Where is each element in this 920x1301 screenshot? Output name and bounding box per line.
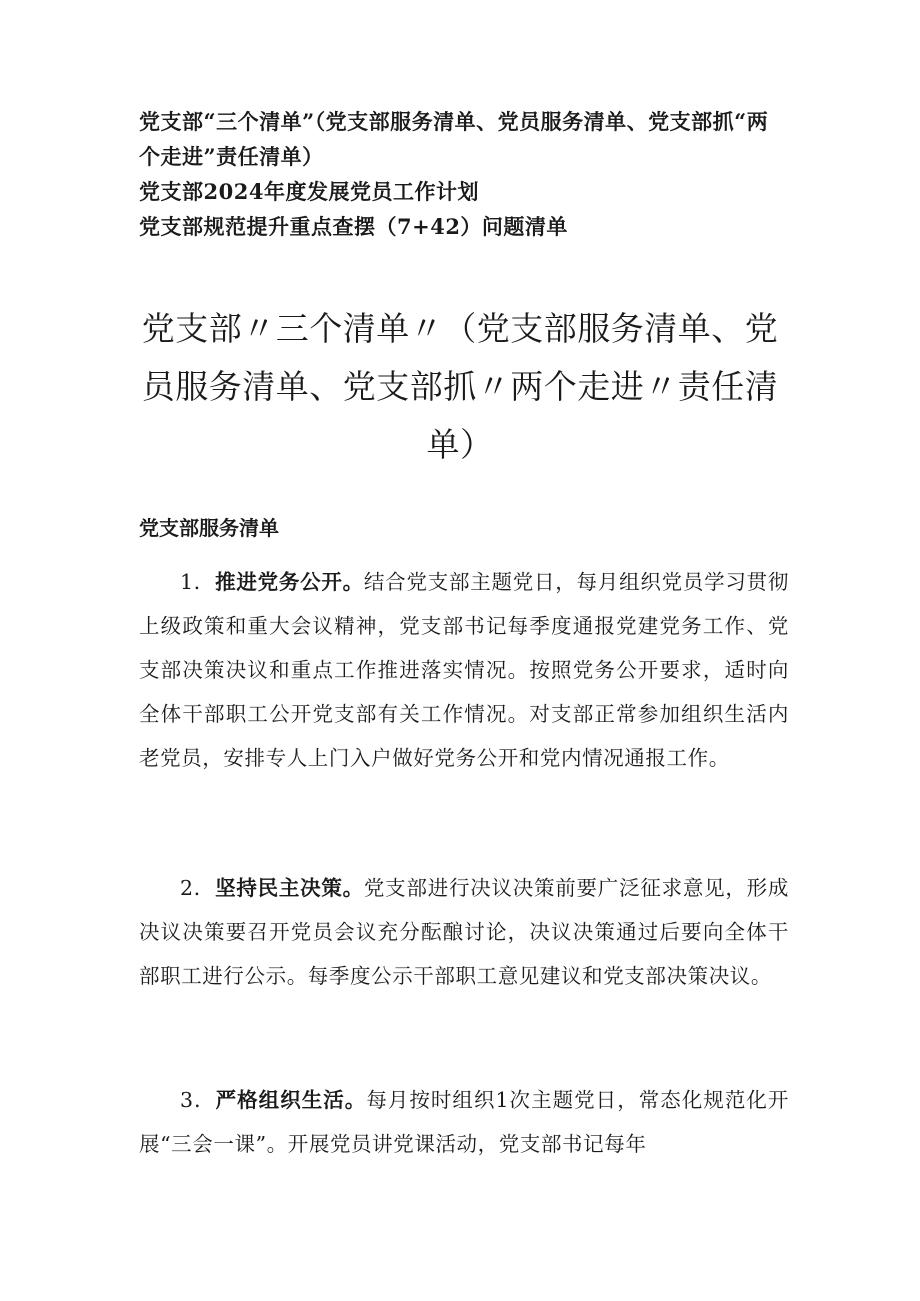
contents-item-2: 党支部2024年度发展党员工作计划 (139, 179, 479, 204)
paragraph-3 (139, 1078, 789, 1166)
paragraph-lead: 推进党务公开。 (215, 570, 364, 594)
document-title: 党支部〃三个清单〃（党支部服务清单、党员服务清单、党支部抓〃两个走进〃责任清单） (141, 309, 779, 464)
paragraph-number: 2． (180, 876, 216, 900)
contents-item-1: 党支部“三个清单”（党支部服务清单、党员服务清单、党支部抓“两个走进”责任清单） (139, 109, 769, 169)
document-contents-list (139, 104, 789, 244)
paragraph-body: 每月按时组织1次主题党日，常态化规范化开展“三会一课”。开展党员讲党课活动，党支部书记每年 (139, 1088, 789, 1156)
paragraph-2 (139, 866, 789, 998)
paragraph-number: 1． (180, 570, 216, 594)
paragraph-number: 3． (180, 1088, 216, 1112)
paragraph-1 (139, 560, 789, 780)
paragraph-body: 党支部进行决议决策前要广泛征求意见，形成决议决策要召开党员会议充分酝酿讨论，决议决策通过后要向全体干部职工进行公示。每季度公示干部职工意见建议和党支部决策决议。 (139, 876, 790, 988)
section-heading: 党支部服务清单 (139, 516, 279, 540)
paragraph-lead: 严格组织生活。 (215, 1088, 367, 1112)
contents-item-3: 党支部规范提升重点查摆（7+42）问题清单 (139, 214, 568, 239)
paragraph-lead: 坚持民主决策。 (215, 876, 364, 900)
paragraph-body: 结合党支部主题党日，每月组织党员学习贯彻上级政策和重大会议精神，党支部书记每季度通报党建党务工作、党支部决策决议和重点工作推进落实情况。按照党务公开要求，适时向全体干部职工公开党支部有关工作情况。对支部正常参加组织生活内老党员，安排专人上门入户做好党务公开和党内情况通报工作。 (139, 570, 790, 770)
